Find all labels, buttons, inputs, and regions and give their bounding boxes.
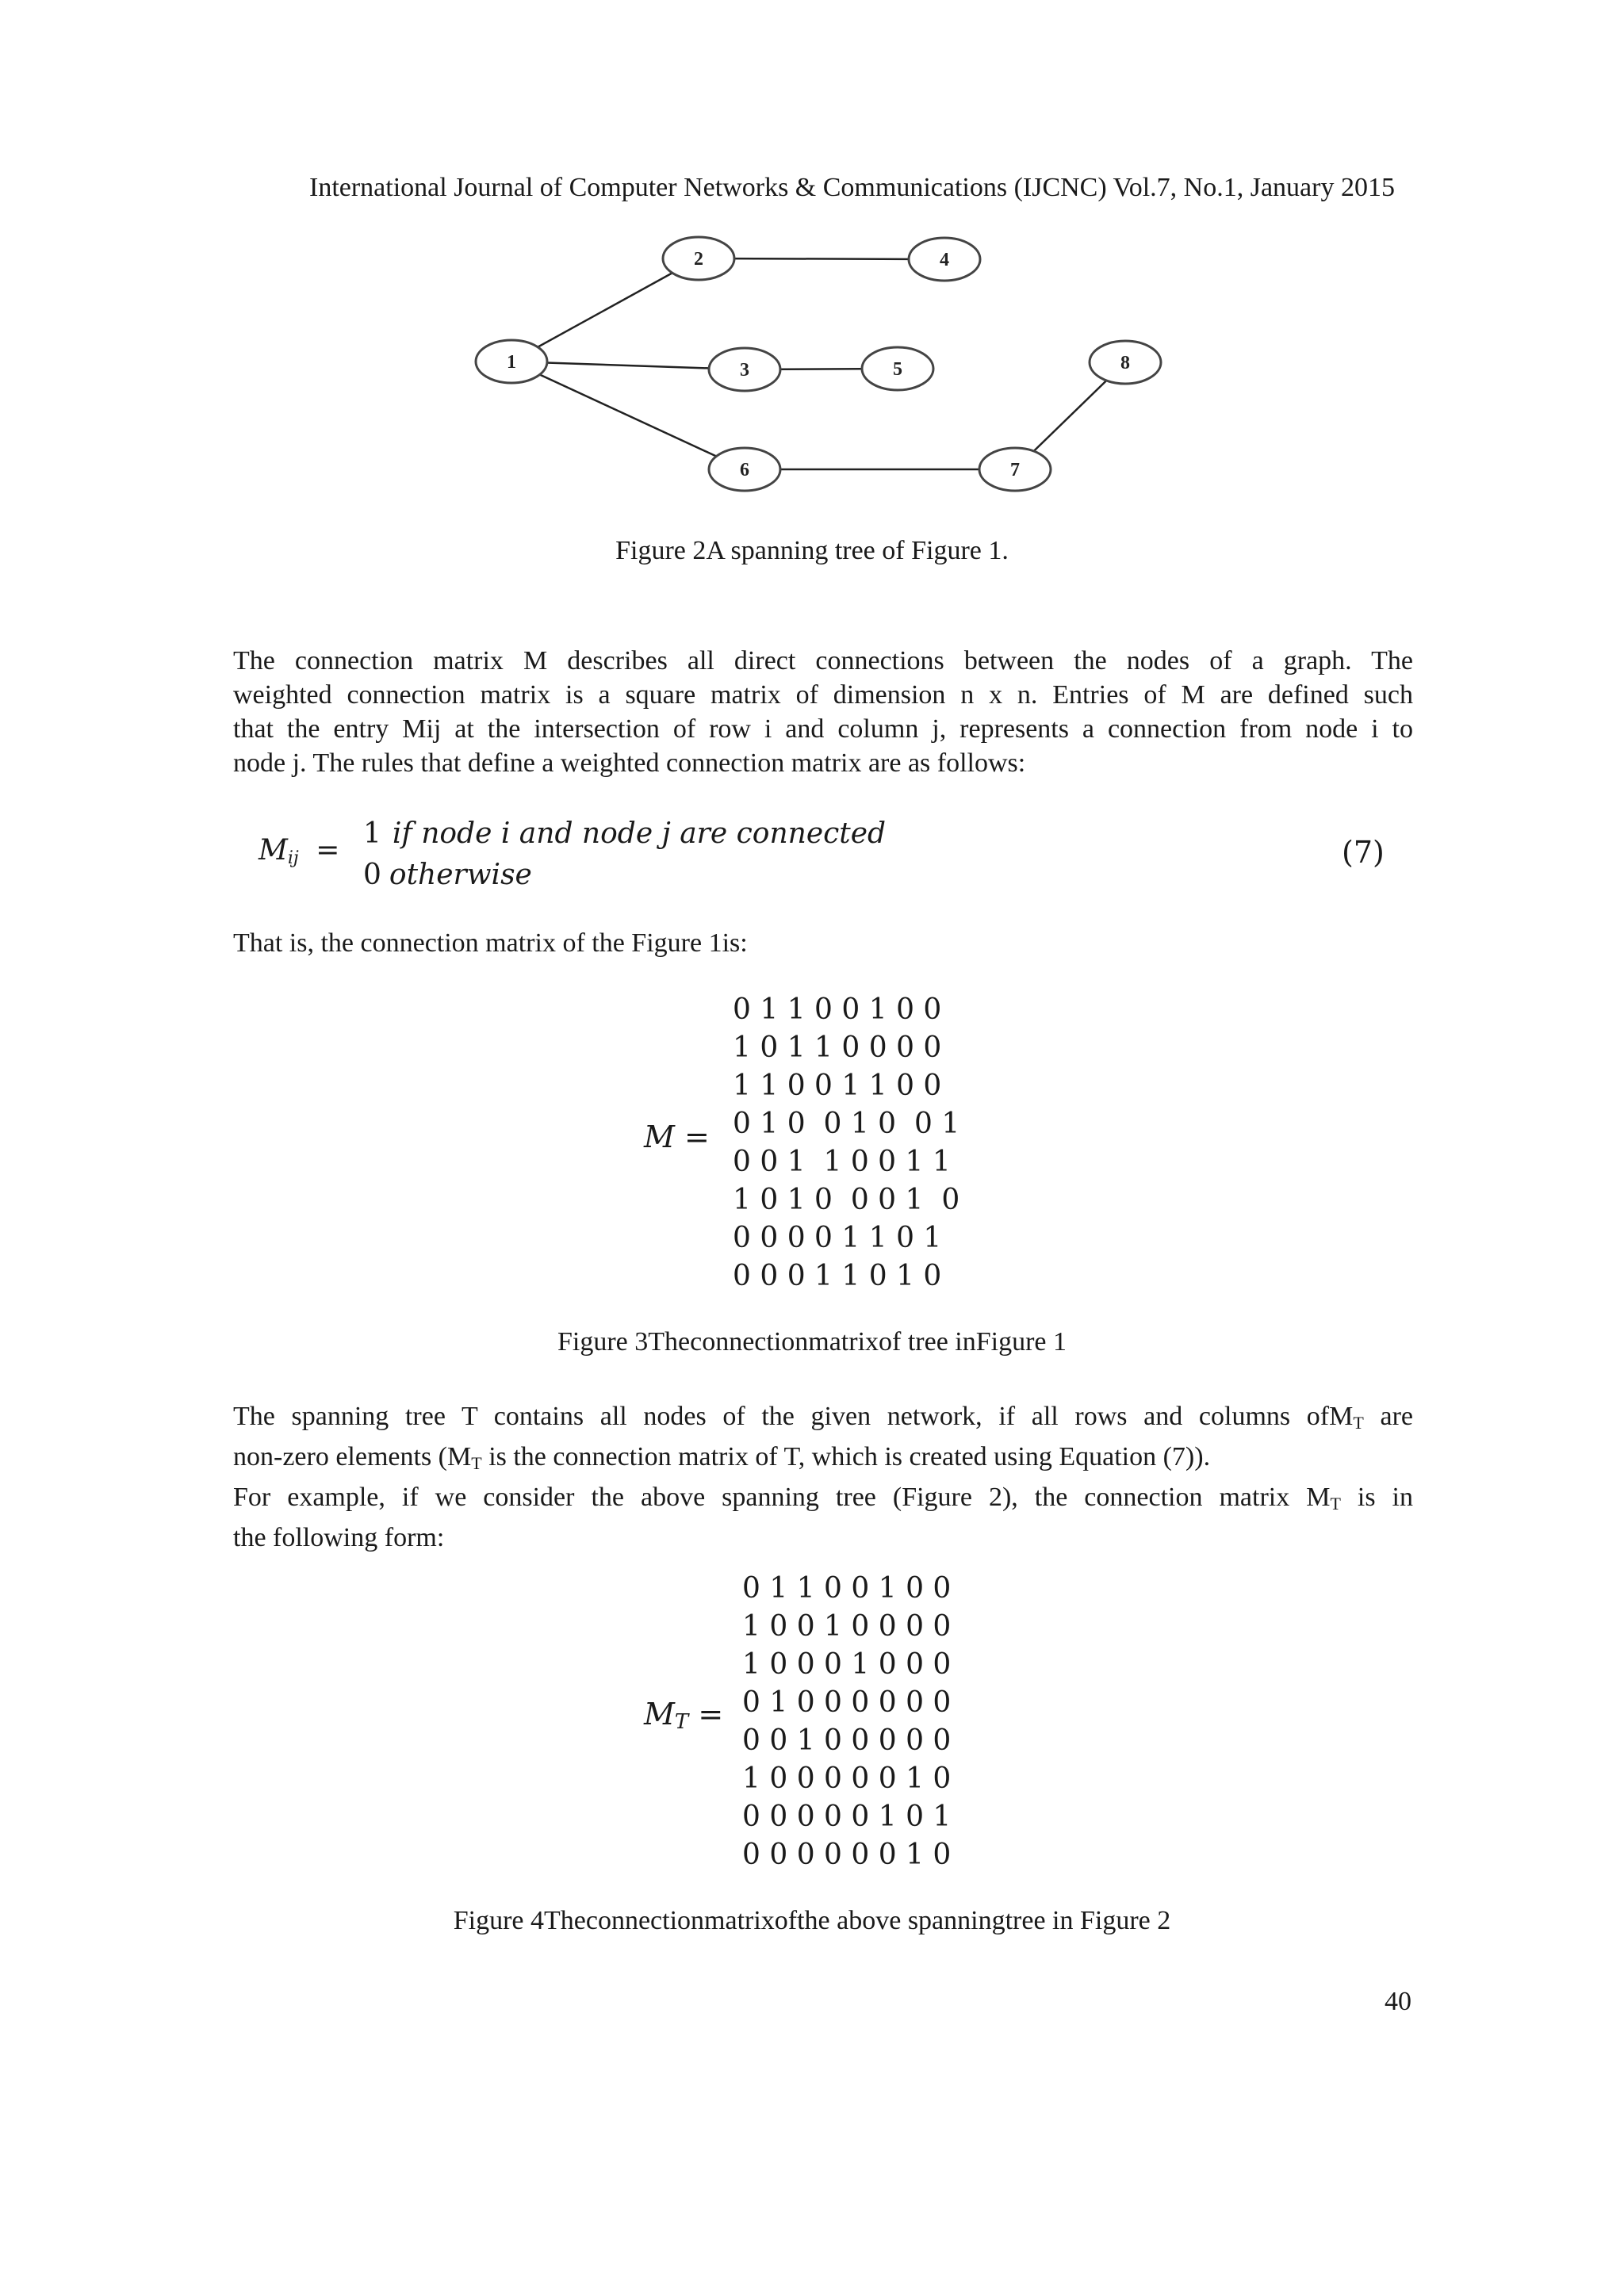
node-label: 2 [694, 249, 703, 270]
paragraph-line: The connection matrix M describes all direct connections between the nodes of a graph. The [233, 646, 1413, 675]
figure-3-caption: Figure 3Theconnectionmatrixof tree inFigure 1 [557, 1327, 1067, 1357]
node-label: 6 [740, 460, 749, 480]
matrix-mt-row: 0 0 0 0 0 0 1 0 [742, 1839, 952, 1871]
node-1 [476, 340, 547, 383]
node-label: 8 [1120, 353, 1130, 373]
text-span: For example, if we consider the above spanning tree (Figure 2), the connection matrix M [233, 1483, 1331, 1512]
edge-1-2 [511, 258, 699, 362]
matrix-mt-row: 0 0 0 0 0 1 0 1 [742, 1800, 952, 1833]
text-span: The spanning tree T contains all nodes of the given network, if all rows and columns ofM [233, 1402, 1354, 1431]
text-span: is in [1340, 1483, 1414, 1512]
equation-lhs-subscript: ij [287, 848, 299, 868]
node-6 [709, 448, 780, 491]
matrix-m-row: 1 0 1 1 0 0 0 0 [733, 1031, 942, 1064]
equation-lhs [259, 834, 339, 868]
equation-lhs-symbol: M [259, 834, 288, 867]
matrix-mt-row: 1 0 0 0 1 0 0 0 [742, 1648, 952, 1681]
text-span: is the connection matrix of T, which is created using Equation (7)). [481, 1442, 1211, 1471]
paragraph-line: weighted connection matrix is a square matrix of dimension n x n. Entries of M are defined such [233, 680, 1413, 710]
edge-2-4 [699, 258, 944, 259]
node-8 [1090, 341, 1161, 384]
case-2-condition: otherwise [389, 859, 532, 891]
case-1-value: 1 [363, 817, 381, 850]
node-label: 5 [893, 359, 902, 380]
equation-number: (7) [1342, 835, 1385, 870]
node-label: 3 [740, 360, 749, 381]
paragraph-line: node j. The rules that define a weighted connection matrix are as follows: [233, 748, 1026, 778]
matrix-mt-symbol: M [644, 1697, 675, 1732]
matrix-m-row: 1 1 0 0 1 1 0 0 [733, 1070, 942, 1102]
matrix-mt-subscript: T [674, 1710, 689, 1734]
equation-case-1 [363, 813, 886, 855]
matrix-mt-row: 1 0 0 1 0 0 0 0 [742, 1610, 952, 1643]
text-span: are [1363, 1402, 1413, 1431]
text-span: non-zero elements (M [233, 1442, 472, 1471]
equation-cases [363, 813, 886, 896]
matrix-m-label: M = [644, 1119, 710, 1154]
matrix-mt-row: 1 0 0 0 0 0 1 0 [742, 1762, 952, 1795]
equation-equals: = [316, 834, 340, 867]
paragraph-spanning-tree [233, 1399, 1413, 1555]
node-label: 4 [940, 250, 949, 270]
paragraph-line [233, 1480, 1413, 1521]
matrix-mt-row: 0 1 0 0 0 0 0 0 [742, 1686, 952, 1719]
matrix-m-row: 0 0 0 1 1 0 1 0 [733, 1260, 942, 1292]
subscript: T [1353, 1413, 1364, 1433]
matrix-m-row: 0 0 1 1 0 0 1 1 [733, 1146, 951, 1178]
spanning-tree-figure [452, 230, 1182, 523]
matrix-mt [742, 1570, 951, 1874]
case-1-condition: if node i and node j are connected [392, 817, 887, 850]
matrix-m [733, 991, 959, 1295]
node-5 [862, 347, 933, 390]
matrix-m-row: 0 1 1 0 0 1 0 0 [733, 993, 942, 1026]
figure-2-caption: Figure 2A spanning tree of Figure 1. [615, 536, 1009, 565]
node-2 [663, 237, 734, 280]
case-2-value: 0 [363, 859, 381, 891]
node-label: 7 [1010, 460, 1020, 480]
node-4 [909, 238, 980, 281]
matrix-m-row: 1 0 1 0 0 0 1 0 [733, 1184, 960, 1216]
edge-1-6 [511, 362, 745, 469]
equation-case-2 [363, 855, 886, 896]
figure-4-caption: Figure 4Theconnectionmatrixofthe above spanningtree in Figure 2 [453, 1906, 1171, 1935]
paragraph-line [233, 1399, 1413, 1440]
paragraph-connection-matrix [233, 644, 1413, 780]
node-label: 1 [507, 352, 516, 373]
matrix-mt-label [644, 1697, 723, 1734]
paragraph-line: the following form: [233, 1523, 445, 1552]
matrix-mt-row: 0 0 1 0 0 0 0 0 [742, 1724, 952, 1757]
paragraph-intro-matrix: That is, the connection matrix of the Figure 1is: [233, 928, 748, 958]
paragraph-line: that the entry Mij at the intersection of row i and column j, represents a connection from node i to [233, 714, 1413, 744]
node-7 [979, 448, 1051, 491]
matrix-m-row: 0 0 0 0 1 1 0 1 [733, 1222, 942, 1254]
subscript: T [471, 1453, 482, 1473]
page-number: 40 [1385, 1987, 1411, 2016]
matrix-mt-equals: = [688, 1697, 724, 1732]
subscript: T [1330, 1494, 1341, 1513]
running-header: International Journal of Computer Networks & Communications (IJCNC) Vol.7, No.1, January 2015 [309, 173, 1395, 202]
matrix-mt-row: 0 1 1 0 0 1 0 0 [742, 1572, 952, 1605]
node-3 [709, 348, 780, 391]
paragraph-line [233, 1440, 1413, 1480]
matrix-m-row: 0 1 0 0 1 0 0 1 [733, 1108, 960, 1140]
